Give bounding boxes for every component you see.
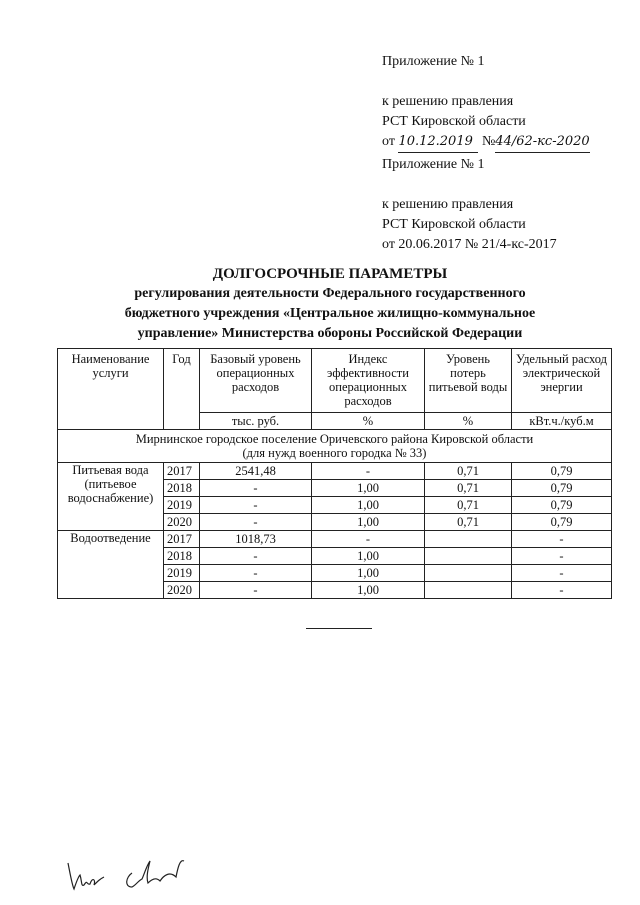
- header-year: Год: [164, 349, 200, 430]
- base-cost-cell: 1018,73: [200, 531, 312, 548]
- appendix-current-title: Приложение № 1: [382, 54, 485, 69]
- appendix-original-title: Приложение № 1: [382, 157, 485, 172]
- energy-cell: 0,79: [512, 480, 612, 497]
- title-line4: управление» Министерства обороны Российской Федерации: [137, 326, 523, 341]
- water-loss-cell: [425, 548, 512, 565]
- region-line2: (для нужд военного городка № 33): [242, 446, 427, 460]
- energy-cell: -: [512, 565, 612, 582]
- signature-image: [64, 855, 204, 897]
- efficiency-index-cell: 1,00: [312, 480, 425, 497]
- base-cost-cell: -: [200, 514, 312, 531]
- water-loss-cell: [425, 565, 512, 582]
- water-loss-cell: [425, 582, 512, 599]
- table-region-row: [58, 430, 612, 463]
- water-loss-cell: 0,71: [425, 497, 512, 514]
- energy-cell: -: [512, 531, 612, 548]
- table-header-row: [58, 349, 612, 413]
- unit-efficiency-index: %: [312, 413, 425, 430]
- efficiency-index-cell: 1,00: [312, 582, 425, 599]
- year-cell: 2020: [164, 582, 200, 599]
- title-line2: регулирования деятельности Федерального государственного: [134, 286, 526, 301]
- water-loss-cell: 0,71: [425, 514, 512, 531]
- appendix-current-prefix: от: [382, 134, 395, 149]
- base-cost-cell: -: [200, 565, 312, 582]
- header-energy: Удельный расход электрической энергии: [512, 349, 612, 413]
- base-cost-cell: -: [200, 497, 312, 514]
- year-cell: 2017: [164, 463, 200, 480]
- appendix-original: [382, 155, 557, 255]
- title-line1: ДОЛГОСРОЧНЫЕ ПАРАМЕТРЫ: [212, 266, 448, 282]
- header-water-loss: Уровень потерь питьевой воды: [425, 349, 512, 413]
- year-cell: 2018: [164, 480, 200, 497]
- efficiency-index-cell: 1,00: [312, 565, 425, 582]
- header-efficiency-index: Индекс эффективности операционных расходов: [312, 349, 425, 413]
- appendix-original-line1: к решению правления: [382, 197, 514, 212]
- year-cell: 2018: [164, 548, 200, 565]
- appendix-current-number-prefix: №: [481, 134, 496, 149]
- base-cost-cell: -: [200, 480, 312, 497]
- appendix-original-line3: от 20.06.2017 № 21/4-кс-2017: [382, 237, 557, 252]
- region-cell: [58, 430, 612, 463]
- year-cell: 2020: [164, 514, 200, 531]
- appendix-current-date: 10.12.2019: [398, 132, 478, 153]
- energy-cell: 0,79: [512, 497, 612, 514]
- energy-cell: -: [512, 582, 612, 599]
- table-row: [58, 463, 612, 480]
- efficiency-index-cell: 1,00: [312, 548, 425, 565]
- parameters-table: [57, 348, 612, 599]
- unit-water-loss: %: [425, 413, 512, 430]
- efficiency-index-cell: 1,00: [312, 514, 425, 531]
- year-cell: 2019: [164, 565, 200, 582]
- table-row: [58, 531, 612, 548]
- appendix-current-dateline: [382, 132, 590, 153]
- appendix-current: [382, 52, 590, 153]
- service-name-cell: Водоотведение: [58, 531, 164, 599]
- year-cell: 2019: [164, 497, 200, 514]
- efficiency-index-cell: -: [312, 531, 425, 548]
- unit-base-cost: тыс. руб.: [200, 413, 312, 430]
- service-name-cell: Питьевая вода (питьевое водоснабжение): [58, 463, 164, 531]
- water-loss-cell: 0,71: [425, 463, 512, 480]
- appendix-current-line2: РСТ Кировской области: [382, 114, 526, 129]
- water-loss-cell: [425, 531, 512, 548]
- header-service: Наименование услуги: [58, 349, 164, 430]
- water-loss-cell: 0,71: [425, 480, 512, 497]
- unit-energy: кВт.ч./куб.м: [512, 413, 612, 430]
- energy-cell: 0,79: [512, 463, 612, 480]
- header-base-cost: Базовый уровень операционных расходов: [200, 349, 312, 413]
- appendix-current-number: 44/62-кс-2020: [495, 132, 589, 153]
- table-body: [58, 463, 612, 599]
- title-line3: бюджетного учреждения «Центральное жилищно-коммунальное: [124, 306, 536, 321]
- region-line1: Мирнинское городское поселение Оричевского района Кировской области: [135, 432, 534, 446]
- appendix-original-line2: РСТ Кировской области: [382, 217, 526, 232]
- efficiency-index-cell: 1,00: [312, 497, 425, 514]
- separator-line: [306, 628, 372, 629]
- base-cost-cell: -: [200, 582, 312, 599]
- appendix-current-line1: к решению правления: [382, 94, 514, 109]
- document-title: [60, 264, 600, 344]
- efficiency-index-cell: -: [312, 463, 425, 480]
- base-cost-cell: -: [200, 548, 312, 565]
- base-cost-cell: 2541,48: [200, 463, 312, 480]
- year-cell: 2017: [164, 531, 200, 548]
- energy-cell: -: [512, 548, 612, 565]
- energy-cell: 0,79: [512, 514, 612, 531]
